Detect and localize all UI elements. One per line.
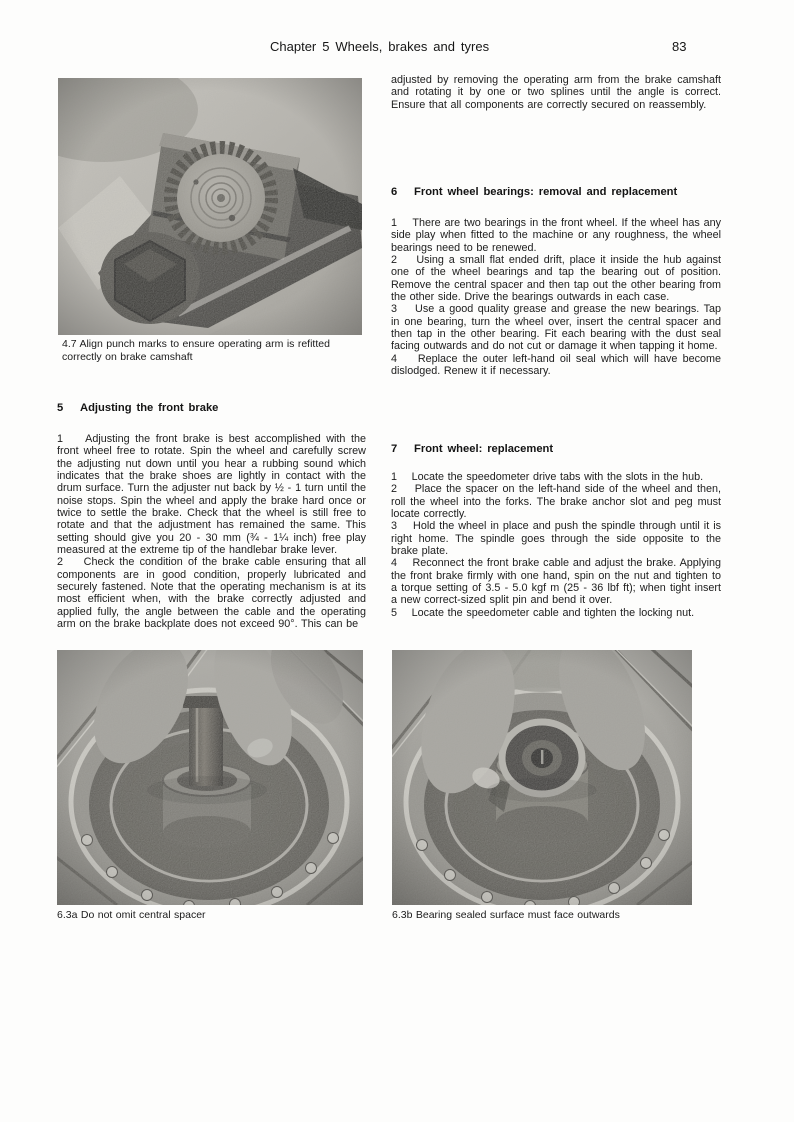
page-number: 83 xyxy=(672,39,687,54)
section-6-heading xyxy=(391,186,721,198)
continuation-paragraph: adjusted by removing the operating arm from the brake camshaft and rotating it by one or two splines until the angle is correct. Ensure that all components are correctly secured on reassembly. xyxy=(391,74,721,111)
section-7-paragraph-2: 2 Place the spacer on the left-hand side of the wheel and then, roll the wheel into the forks. The brake anchor slot and peg must locate correctly. xyxy=(391,483,721,521)
section-6-paragraph-3: 3 Use a good quality grease and grease the new bearings. Tap in one bearing, turn the wheel over, insert the central spacer and then tap in the other bearing. Fit each bearing with the dust seal facing outwards and do not cut or damage it when tapping it home. xyxy=(391,303,721,353)
section-7-heading xyxy=(391,443,721,455)
section-5-paragraph-1: 1 Adjusting the front brake is best accomplished with the front wheel free to rotate. Spin the wheel and carefully screw the adjusting nut down until you hear a rubbing sound which indicates that the brake shoes are lightly in contact with the drum surface. Turn the adjuster nut back by ½ - 1 turn until the noise stops. Spin the wheel and apply the brake hard once or twice to settle the brake. Check that the wheel is still free to rotate and that the adjustment has remained the same. This setting should give you 20 - 30 mm (¾ - 1¼ inch) free play measured at the extreme tip of the handlebar brake lever. xyxy=(57,433,366,557)
section-5-number: 5 xyxy=(57,402,64,414)
chapter-title: Chapter 5 Wheels, brakes and tyres xyxy=(270,39,490,54)
section-7-title: Front wheel: replacement xyxy=(414,443,554,455)
hub-bearing-photo-image xyxy=(392,650,692,905)
figure-4-7-photo xyxy=(58,78,362,335)
brake-camshaft-photo-image xyxy=(58,78,362,335)
section-7-paragraph-5: 5 Locate the speedometer cable and tighten the locking nut. xyxy=(391,606,695,619)
figure-6-3b-photo xyxy=(392,650,692,905)
section-6-number: 6 xyxy=(391,186,398,198)
section-6-paragraph-1: 1 There are two bearings in the front wheel. If the wheel has any side play when fitted to the machine or any roughness, the wheel bearings need to be renewed. xyxy=(391,217,721,254)
section-5-heading xyxy=(57,402,366,414)
section-7-number: 7 xyxy=(391,443,398,455)
section-7-paragraph-3: 3 Hold the wheel in place and push the spindle through until it is right home. The spindle goes through the side opposite to the brake plate. xyxy=(391,520,721,558)
figure-4-7-caption: 4.7 Align punch marks to ensure operating arm is refitted correctly on brake camshaft xyxy=(62,338,330,363)
section-5-title: Adjusting the front brake xyxy=(80,402,219,414)
figure-6-3a-photo xyxy=(57,650,363,905)
figure-6-3b-caption: 6.3b Bearing sealed surface must face outwards xyxy=(392,909,620,921)
hub-central-spacer-photo-image xyxy=(57,650,363,905)
section-6-title: Front wheel bearings: removal and replacement xyxy=(414,186,678,198)
section-6-body xyxy=(391,217,721,377)
figure-6-3a-caption: 6.3a Do not omit central spacer xyxy=(57,909,206,921)
section-7-paragraph-1: 1 Locate the speedometer drive tabs with the slots in the hub. xyxy=(391,471,704,483)
section-7-paragraph-4: 4 Reconnect the front brake cable and adjust the brake. Applying the front brake firmly with one hand, spin on the nut and tighten to a torque setting of 3.5 - 5.0 kgf m (25 - 36 lbf ft); when tight insert a new correct-sized split pin and bend it over. xyxy=(391,557,721,607)
section-6-paragraph-4: 4 Replace the outer left-hand oil seal which will have become dislodged. Renew it if necessary. xyxy=(391,352,721,378)
section-6-paragraph-2: 2 Using a small flat ended drift, place it inside the hub against one of the wheel bearings and tap the bearing out of position. Remove the central spacer and then tap out the other bearing from the other side. Drive the bearings outwards in each case. xyxy=(391,254,721,304)
continuation-paragraph-block xyxy=(391,74,721,111)
section-5-body xyxy=(57,433,366,631)
section-5-paragraph-2: 2 Check the condition of the brake cable ensuring that all components are in good condition, properly lubricated and securely fastened. Note that the operating mechanism is at its most efficient when, with the brake correctly adjusted and applied fully, the angle between the cable and the operating arm on the brake backplate does not exceed 90°. This can be xyxy=(57,556,366,631)
section-7-body xyxy=(391,471,721,619)
